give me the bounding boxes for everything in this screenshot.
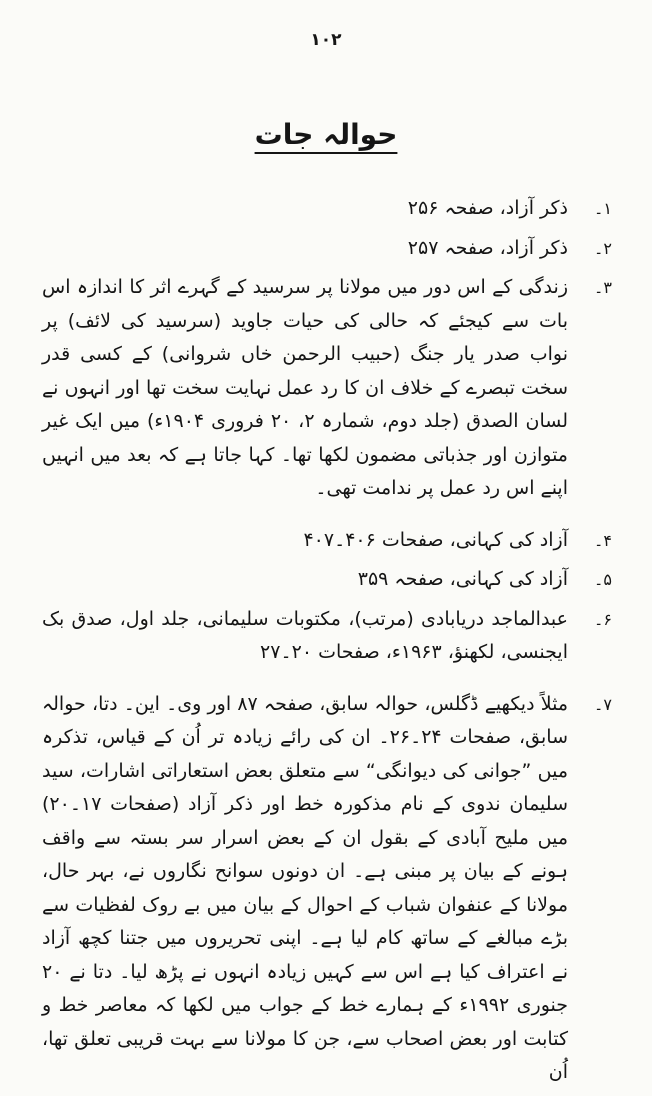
reference-text: آزاد کی کہانی، صفحہ ۳۵۹ <box>357 568 568 590</box>
reference-number: ۱۔ <box>594 199 612 218</box>
reference-number: ۲۔ <box>594 238 612 258</box>
reference-item <box>42 603 612 670</box>
reference-number: ۶۔ <box>594 609 612 629</box>
reference-item <box>42 192 612 226</box>
reference-text: ذکر آزاد، صفحہ ۲۵۶ <box>407 197 568 219</box>
page-number: ۱۰۲ <box>310 30 342 50</box>
reference-text: زندگی کے اس دور میں مولانا پر سرسید کے گہرے اثر کا اندازہ اس بات سے کیجئے کہ حالی کی حیات جاوید (سرسید کی لائف) پر نواب صدر یار جنگ (حبیب الرحمن خاں شروانی) کے کسی قدر سخت تبصرے کے خلاف ان کا رد عمل نہایت سخت تھا اور انہوں نے لسان الصدق (جلد دوم، شمارہ ۲، ۲۰ فروری ۱۹۰۴ء) میں ایک غیر متوازن اور جذباتی مضمون لکھا تھا۔ کہا جاتا ہے کہ بعد میں انہیں اپنے اس رد عمل پر ندامت تھی۔ <box>42 276 568 499</box>
page-title: حوالہ جات <box>254 118 398 151</box>
reference-item <box>42 271 612 506</box>
reference-text: ذکر آزاد، صفحہ ۲۵۷ <box>407 236 568 259</box>
reference-item <box>42 688 612 1090</box>
references-list <box>42 192 612 1096</box>
reference-number: ۳۔ <box>594 278 612 297</box>
reference-item <box>42 524 612 558</box>
reference-item <box>42 232 612 266</box>
reference-number: ۴۔ <box>594 530 612 550</box>
reference-number: ۷۔ <box>594 694 612 714</box>
reference-item <box>42 563 612 597</box>
reference-text: آزاد کی کہانی، صفحات ۴۰۶۔۴۰۷ <box>303 528 568 551</box>
reference-text: مثلاً دیکھیے ڈگلس، حوالہ سابق، صفحہ ۸۷ اور وی۔ این۔ دتا، حوالہ سابق، صفحات ۲۴۔۲۶۔ ان کی رائے زیادہ تر اُن کے قیاس، تذکرہ میں ”جوانی کی دیوانگی“ سے متعلق بعض استعاراتی اشارات، سید سلیمان ندوی کے نام مذکورہ خط اور ذکر آزاد (صفحات ۱۷۔۲۰) میں ملیح آبادی کے بقول ان کے بعض اسرار سر بستہ سے واقف ہونے کے بیان پر مبنی ہے۔ ان دونوں سوانح نگاروں نے، بہر حال، مولانا کے عنفوان شباب کے احوال کے بیان میں بے روک لفظیات سے بڑے مبالغے کے ساتھ کام لیا ہے۔ اپنی تحریروں میں جتنا کچھ آزاد نے اعتراف کیا ہے اس سے کہیں زیادہ انہوں نے پڑھ لیا۔ دتا نے ۲۰ جنوری ۱۹۹۲ء کے ہمارے خط کے جواب میں لکھا کہ معاصر خط و کتابت اور بعض اصحاب سے، جن کا مولانا سے بہت قریبی تعلق تھا، اُن <box>42 692 568 1083</box>
reference-number: ۵۔ <box>594 570 612 589</box>
reference-text: عبدالماجد دریابادی (مرتب)، مکتوبات سلیمانی، جلد اول، صدق بک ایجنسی، لکھنؤ، ۱۹۶۳ء، صفحات ۲۰۔۲۷ <box>42 607 568 663</box>
